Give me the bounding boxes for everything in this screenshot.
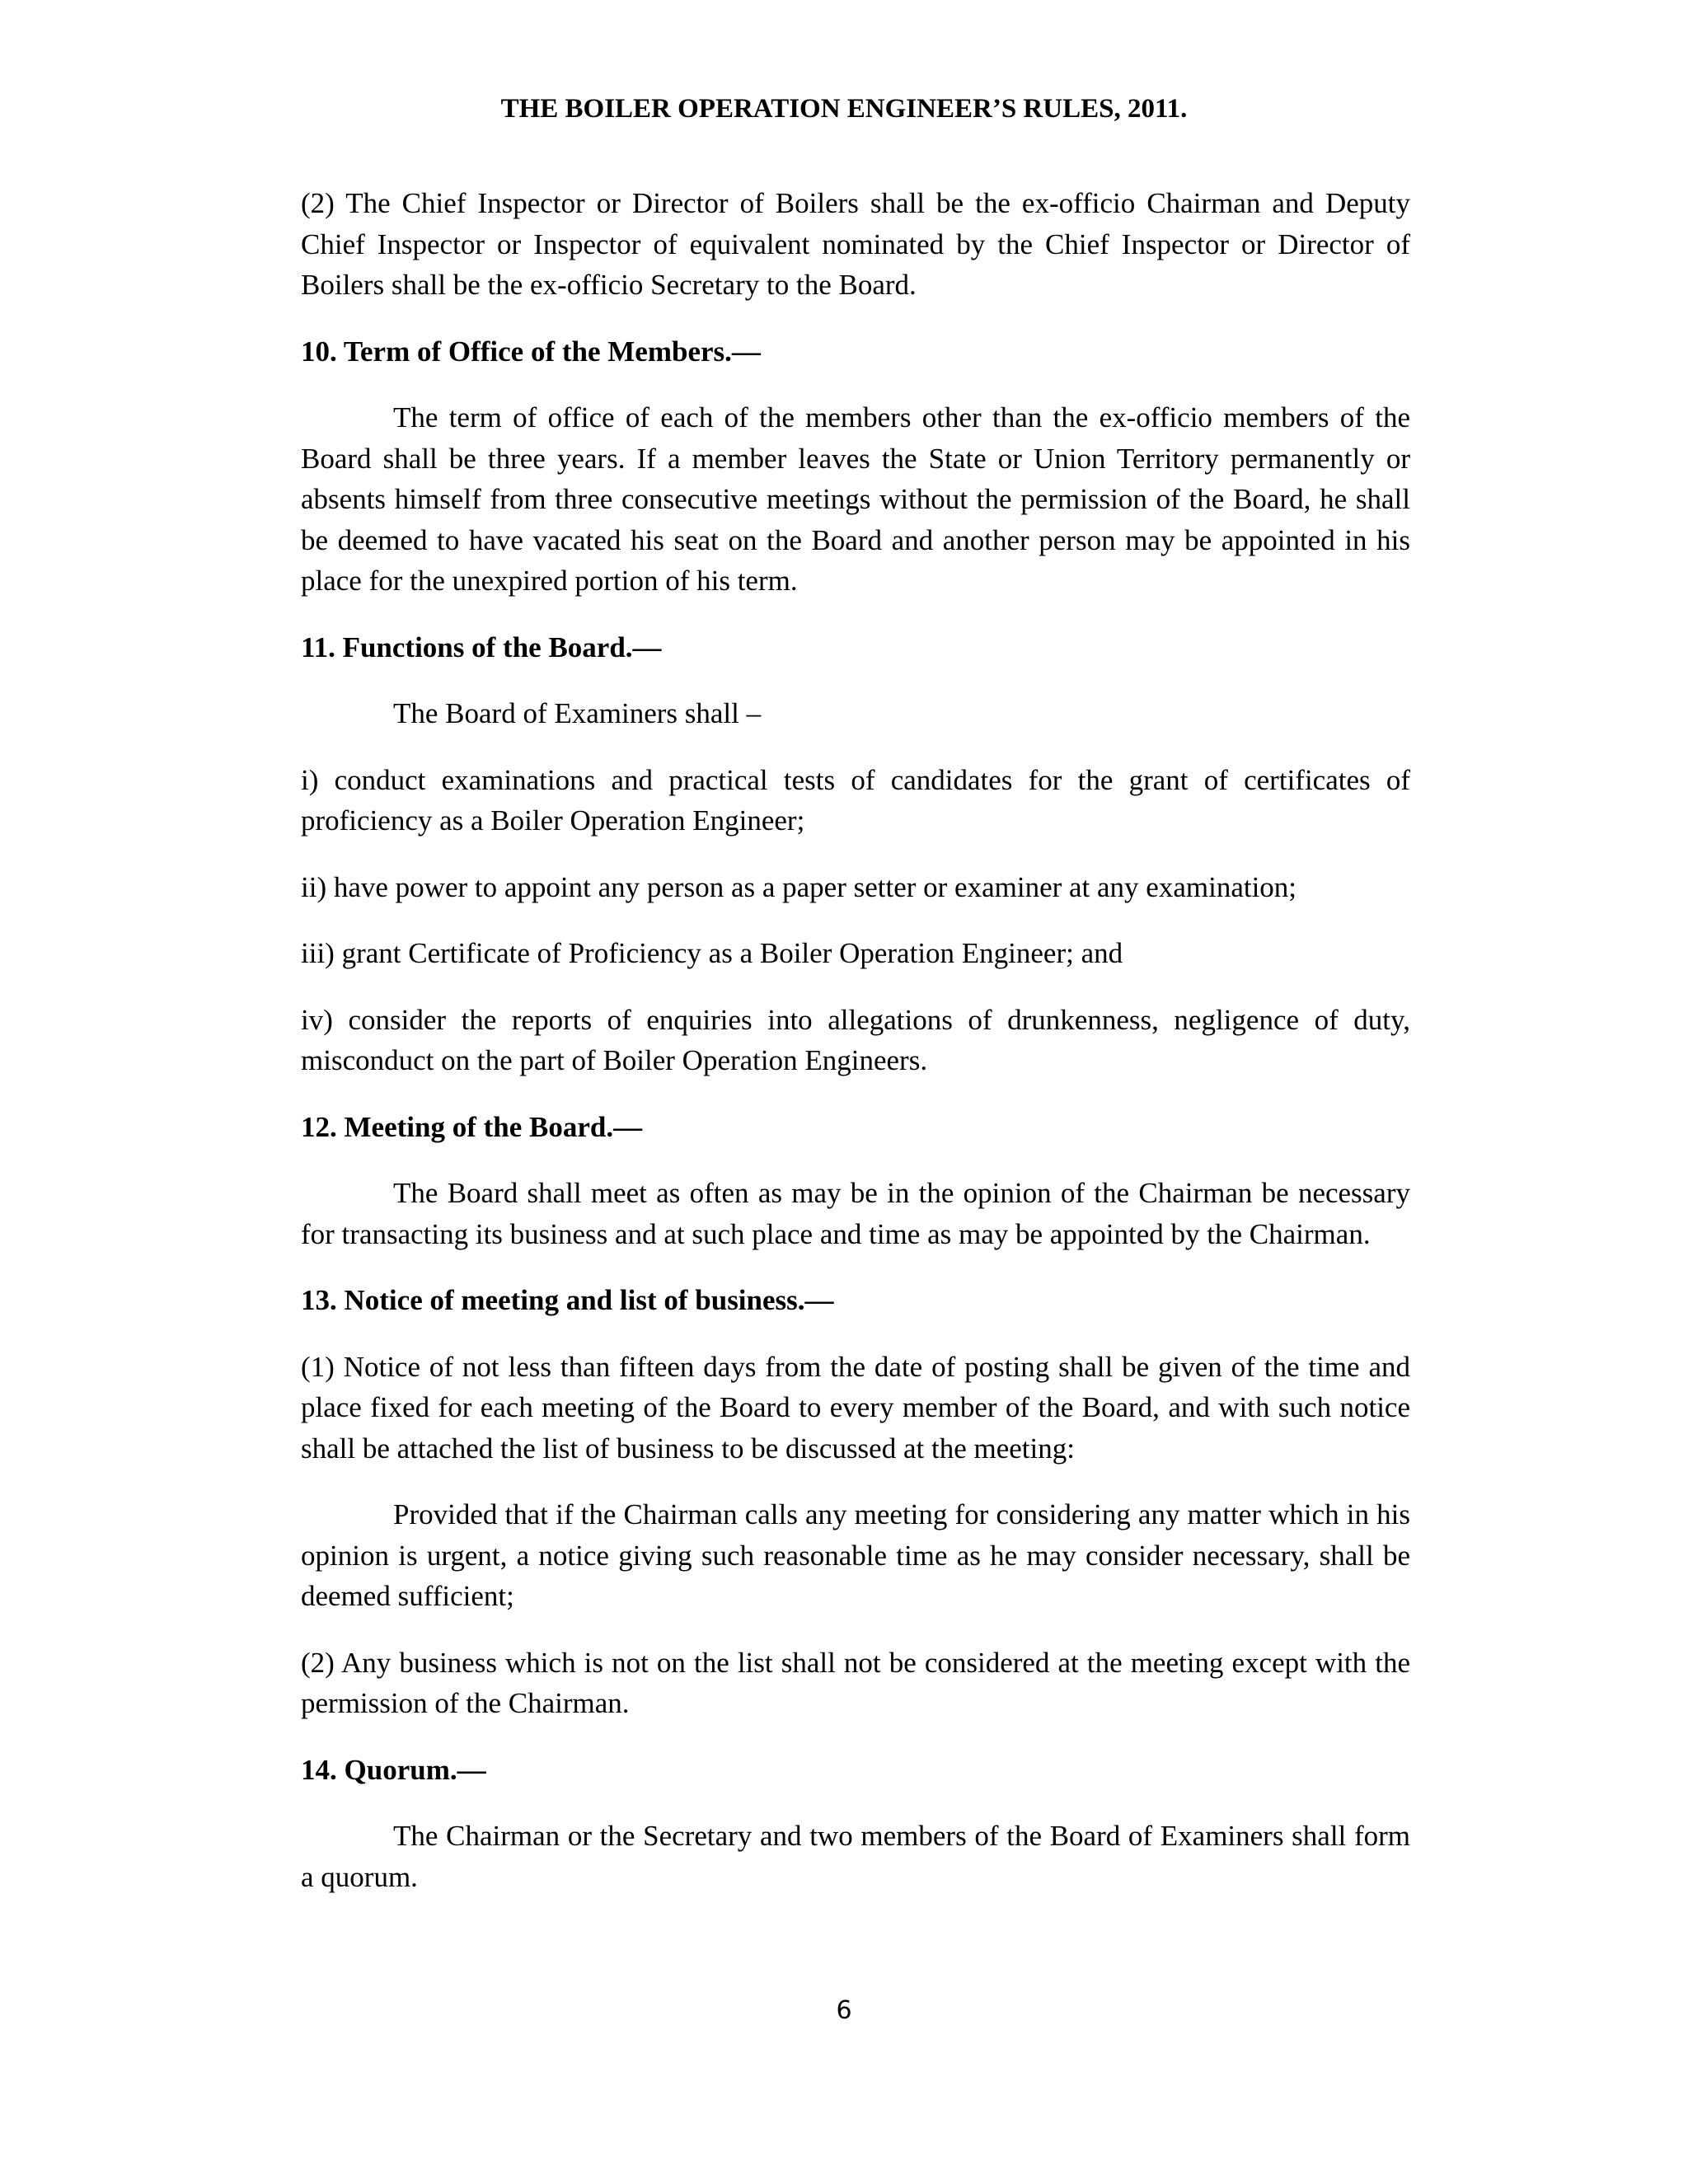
- function-item-iii: iii) grant Certificate of Proficiency as a Boiler Operation Engineer; and: [301, 937, 1123, 969]
- quorum-paragraph: The Chairman or the Secretary and two members of the Board of Examiners shall form a quorum.: [301, 1820, 1410, 1893]
- function-item-iv: iv) consider the reports of enquiries into allegations of drunkenness, negligence of duty, misconduct on the part of Boiler Operation Engineers.: [301, 1003, 1410, 1076]
- section-heading-11: 11. Functions of the Board.—: [301, 630, 662, 663]
- term-of-office-paragraph: The term of office of each of the members other than the ex-officio members of the Board shall be three years. If a member leaves the State or Union Territory permanently or absents himself from three consecutive meetings without the permission of the Board, he shall be deemed to have vacated his seat on the Board and another person may be appointed in his place for the unexpired portion of his term.: [301, 401, 1410, 597]
- notice-sub-2-paragraph: (2) Any business which is not on the list shall not be considered at the meeting except with the permission of the Chairman.: [301, 1646, 1410, 1719]
- section-heading-12: 12. Meeting of the Board.—: [301, 1110, 643, 1143]
- meeting-paragraph: The Board shall meet as often as may be in the opinion of the Chairman be necessary for transacting its business and at such place and time as may be appointed by the Chairman.: [301, 1177, 1410, 1250]
- notice-sub-1-paragraph: (1) Notice of not less than fifteen days from the date of posting shall be given of the time and place fixed for each meeting of the Board to every member of the Board, and with such notice shall be attached the list of business to be discussed at the meeting:: [301, 1350, 1410, 1465]
- page-number: 6: [836, 1996, 852, 2025]
- page-header: THE BOILER OPERATION ENGINEER’S RULES, 2011.: [500, 94, 1188, 124]
- section-heading-13: 13. Notice of meeting and list of business.—: [301, 1284, 834, 1316]
- section-heading-14: 14. Quorum.—: [301, 1753, 486, 1786]
- functions-intro-paragraph: The Board of Examiners shall –: [393, 697, 762, 729]
- function-item-i: i) conduct examinations and practical tests of candidates for the grant of certificates of proficiency as a Boiler Operation Engineer;: [301, 763, 1410, 837]
- rule-9-sub-2-paragraph: (2) The Chief Inspector or Director of Boilers shall be the ex-officio Chairman and Deputy Chief Inspector or Inspector of equivalent nominated by the Chief Inspector or Director of Boilers shall be the ex-officio Secretary to the Board.: [301, 187, 1410, 301]
- section-heading-10: 10. Term of Office of the Members.—: [301, 335, 761, 368]
- notice-proviso-paragraph: Provided that if the Chairman calls any meeting for considering any matter which in his opinion is urgent, a notice giving such reasonable time as he may consider necessary, shall be deemed sufficient;: [301, 1498, 1410, 1612]
- function-item-ii: ii) have power to appoint any person as a paper setter or examiner at any examination;: [301, 870, 1297, 903]
- document-body: [301, 183, 1410, 1923]
